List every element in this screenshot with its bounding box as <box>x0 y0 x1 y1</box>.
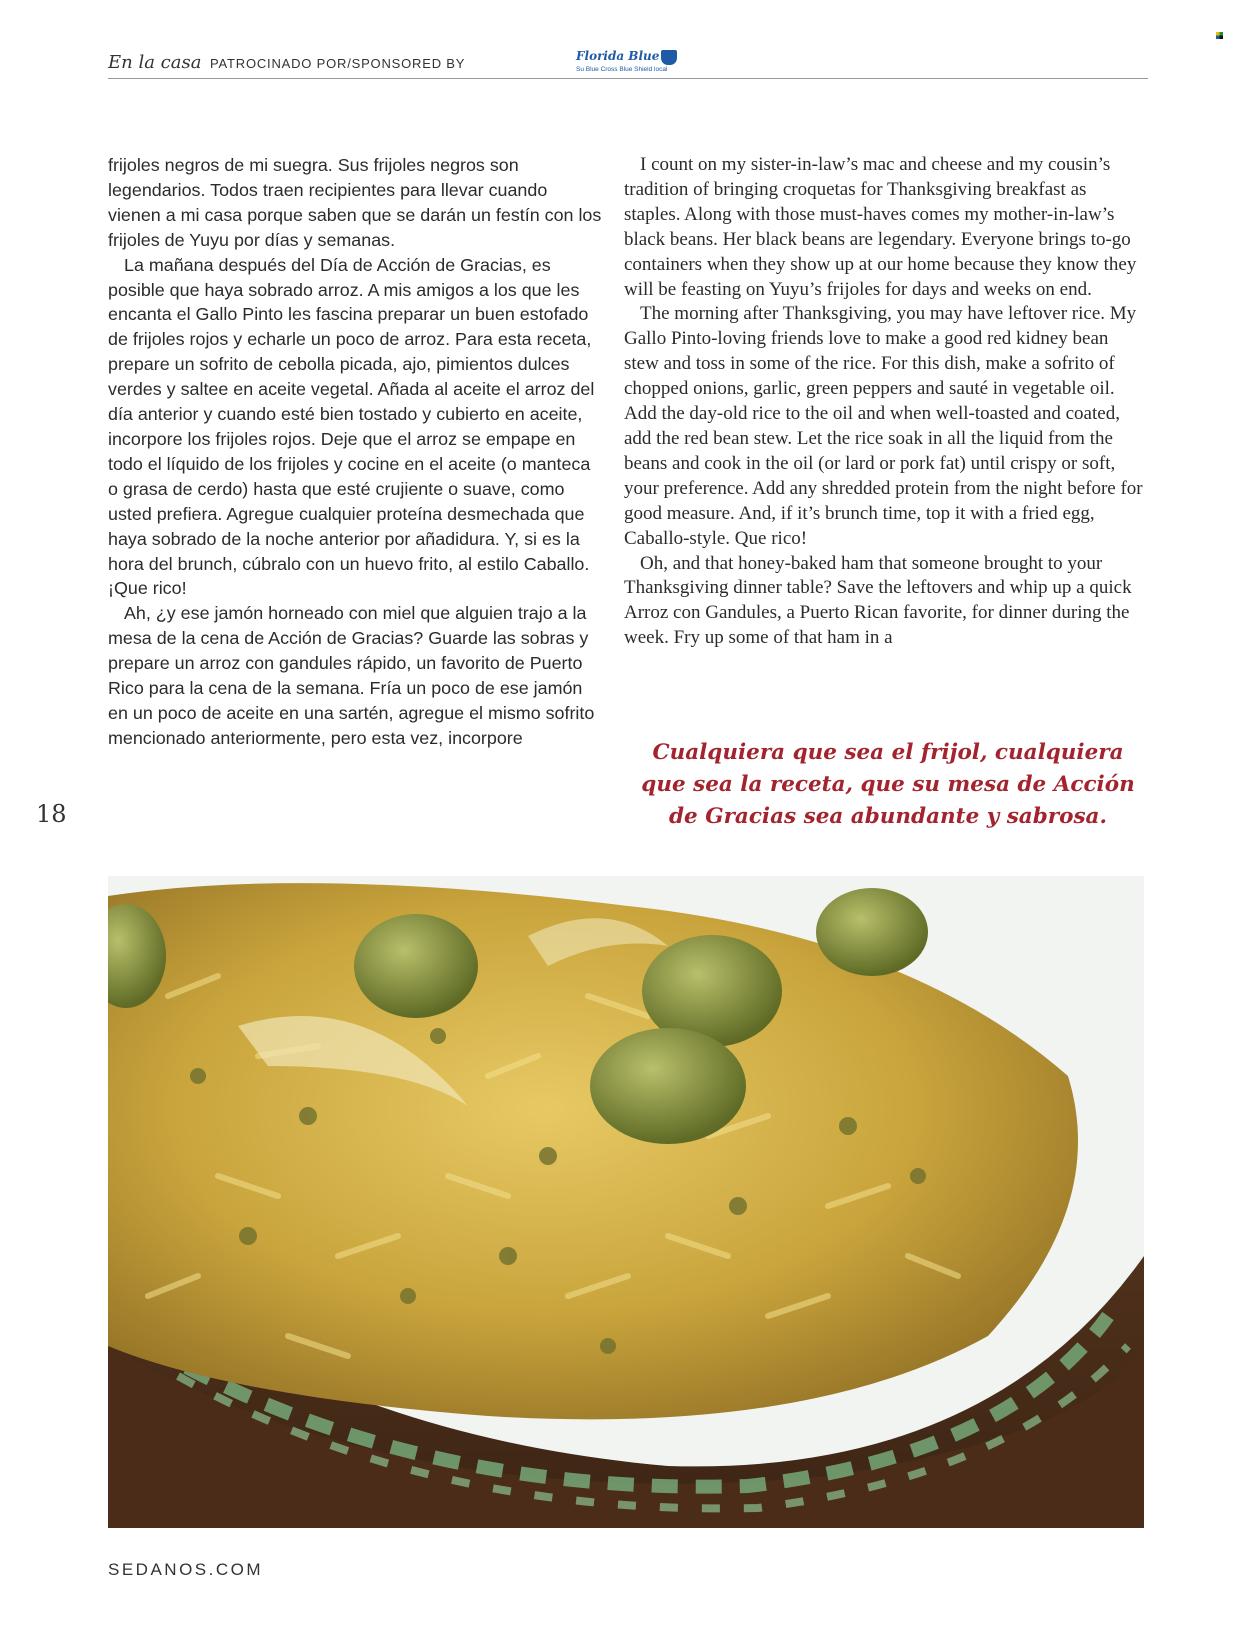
english-paragraph: I count on my sister-in-law’s mac and cheese and my cousin’s tradition of bringing croquetas for Thanksgiving breakfast as staples. Along with those must-haves comes my mother-in-law’s black beans. Her black beans are legendary. Everyone brings to-go containers when they show up at our home because they know they will be feasting on Yuyu’s frijoles for days and weeks on end. <box>624 154 1137 300</box>
florida-blue-logo <box>468 50 688 80</box>
color-registration-mark-icon <box>1216 32 1223 39</box>
section-label: En la casa <box>108 52 202 73</box>
page-number: 18 <box>36 800 67 828</box>
spanish-paragraph: frijoles negros de mi suegra. Sus frijoles negros son legendarios. Todos traen recipientes para llevar cuando vienen a mi casa porque saben que se darán un festín con los frijoles de Yuyu por días y semanas. <box>108 155 602 250</box>
header-divider <box>108 78 1148 79</box>
english-column <box>624 153 1144 651</box>
page-header <box>108 50 1148 80</box>
footer-website: SEDANOS.COM <box>108 1560 264 1579</box>
sponsor-logo-tagline: Su Blue Cross Blue Shield local <box>576 66 668 73</box>
sponsor-logo-text: Florida Blue <box>576 49 660 63</box>
english-paragraph: The morning after Thanksgiving, you may have leftover rice. My Gallo Pinto-loving friends love to make a good red kidney bean stew and toss in some of the rice. For this dish, make a sofrito of chopped onions, garlic, green peppers and sauté in vegetable oil. Add the day-old rice to the oil and when well-toasted and coated, add the red bean stew. Let the rice soak in all the liquid from the beans and cook in the oil (or lard or pork fat) until crispy or soft, your preference. Add any shredded protein from the night before for good measure. And, if it’s brunch time, top it with a fried egg, Caballo-style. Que rico! <box>624 303 1143 549</box>
blue-cross-shield-icon <box>661 50 677 65</box>
spanish-paragraph: Ah, ¿y ese jamón horneado con miel que alguien trajo a la mesa de la cena de Acción de Gracias? Guarde las sobras y prepare un arroz con gandules rápido, un favorito de Puerto Rico para la cena de la semana. Fría un poco de ese jamón en un poco de aceite en una sartén, agregue el mismo sofrito mencionado anteriormente, pero esta vez, incorpore <box>108 603 595 748</box>
sponsor-label: PATROCINADO POR/SPONSORED BY <box>210 56 466 71</box>
english-paragraph: Oh, and that honey-baked ham that someone brought to your Thanksgiving dinner table? Save the leftovers and whip up a quick Arroz con Gandules, a Puerto Rican favorite, for dinner during the week. Fry up some of that ham in a <box>624 552 1132 649</box>
arroz-con-gandules-photo <box>108 876 1144 1528</box>
spanish-paragraph: La mañana después del Día de Acción de Gracias, es posible que haya sobrado arroz. A mis amigos a los que les encanta el Gallo Pinto les fascina preparar un buen estofado de frijoles rojos y echarle un poco de arroz. Para esta receta, prepare un sofrito de cebolla picada, ajo, pimientos dulces verdes y saltee en aceite vegetal. Añada al aceite el arroz del día anterior y cuando esté bien tostado y cubierto en aceite, incorpore los frijoles rojos. Deje que el arroz se empape en todo el líquido de los frijoles y cocine en el aceite (o manteca o grasa de cerdo) hasta que esté crujiente o suave, como usted prefiera. Agregue cualquier proteína desmechada que haya sobrado de la noche anterior por añadidura. Y, si es la hora del brunch, cúbralo con un huevo frito, al estilo Caballo. ¡Que rico! <box>108 254 595 599</box>
pull-quote: Cualquiera que sea el frijol, cualquiera que sea la receta, que su mesa de Acción de Gracias sea abundante y sabrosa. <box>641 740 1135 829</box>
spanish-column <box>108 153 604 751</box>
